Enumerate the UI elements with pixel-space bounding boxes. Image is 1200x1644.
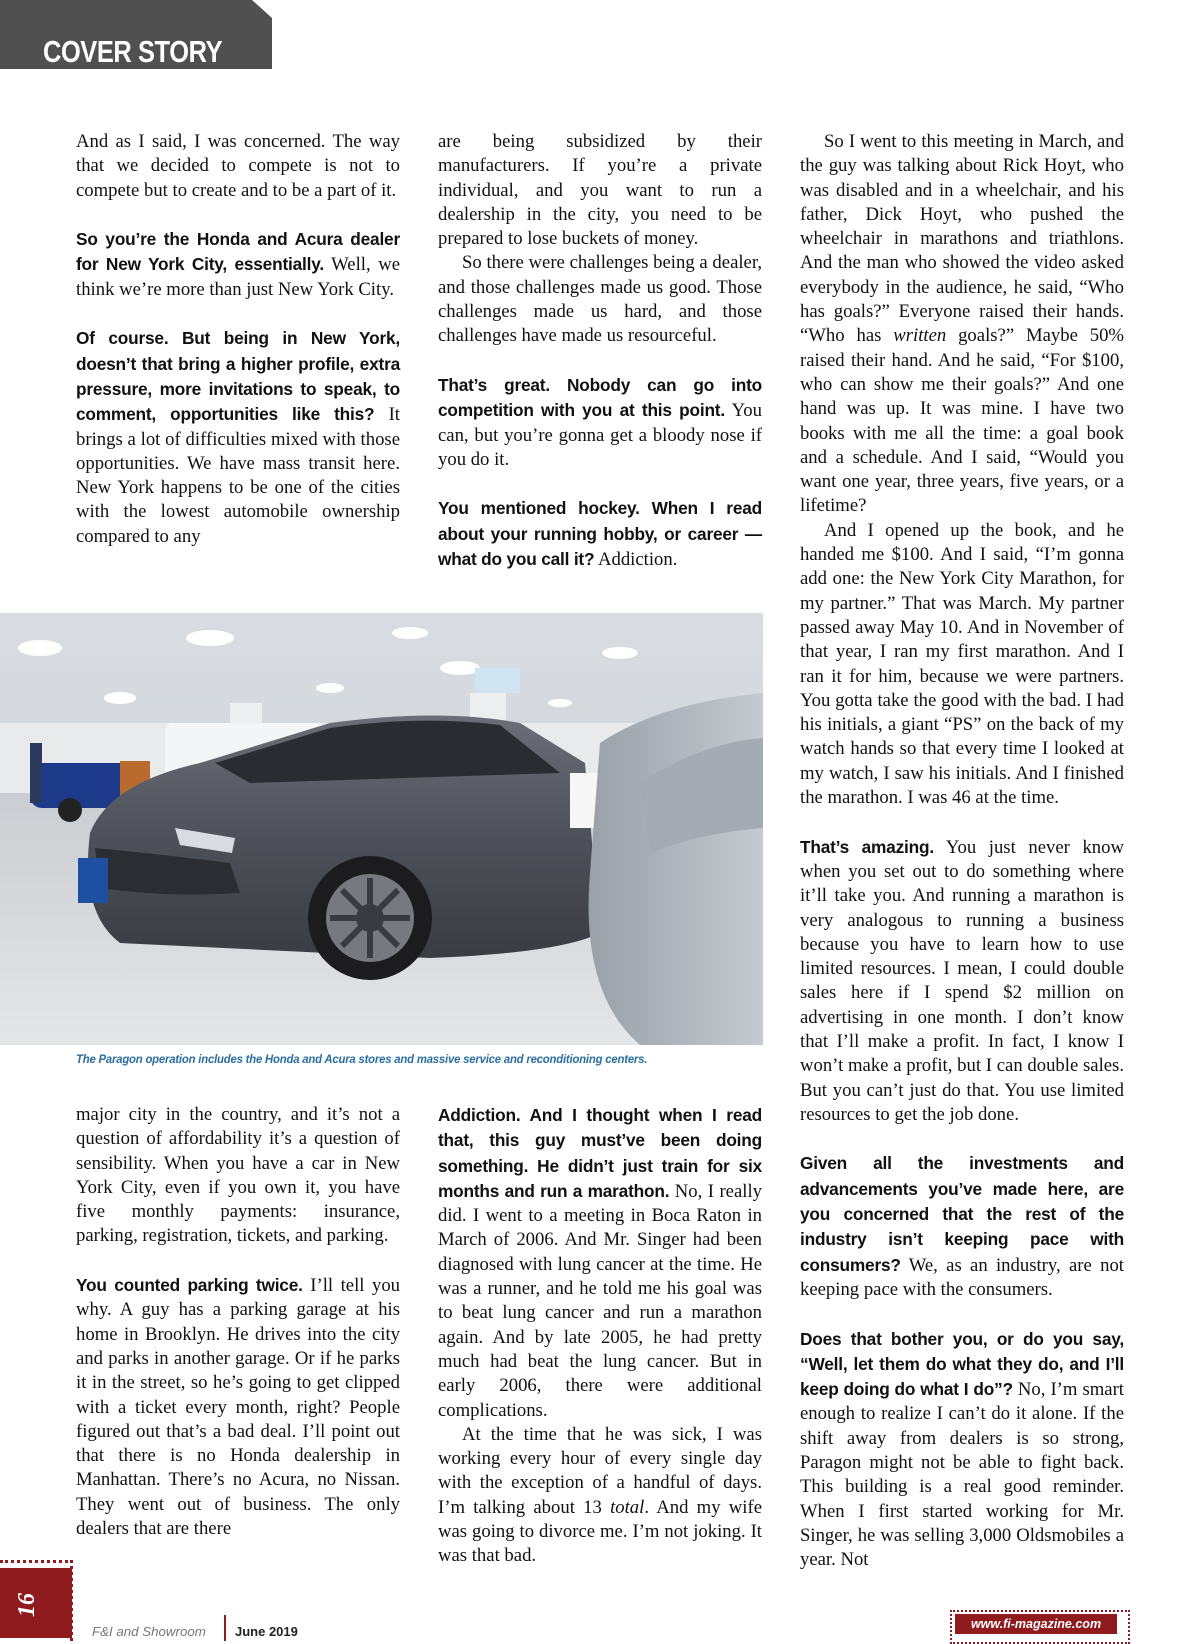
question: You counted parking twice. (76, 1275, 303, 1296)
paragraph: And as I said, I was concerned. The way that we decided to compete is not to compete but to create and to be a part of it. (76, 131, 400, 201)
question: You mentioned hockey. When I read about your running hobby, or career — what do you call it? (438, 498, 762, 570)
answer: We, as an industry, are not keeping pace with the consumers. (800, 1254, 1124, 1300)
answer: You just never know when you set out to do something where it’ll take you. And running a marathon is very analogous to running a business because you have to learn how to use limited resources. I mean, I could double sales here if I spend $2 million on advertising in one month. I don’t know that I’ll make a profit. In fact, I know I won’t make a profit, but I can double sales. But you can’t just do that. You use limited resources to get the job done. (800, 836, 1124, 1125)
answer: It brings a lot of difficulties mixed with those opportunities. We have mass transit here. New York happens to be one of the cities with the lowest automobile ownership compared to any (76, 404, 400, 547)
paragraph: major city in the country, and it’s not a question of affordability it’s a question of sensibility. When you have a car in New York City, even if you own it, you have five monthly payments: insurance, parking, registration, tickets, and parking. (76, 1104, 400, 1247)
page-number: 16 (14, 1593, 40, 1617)
text: At the time that he was sick, I was working every hour of every single day with the exception of a handful of days. I’m talking about 13 (438, 1423, 762, 1518)
question: Addiction. And I thought when I read that, this guy must’ve been doing something. He didn’t just train for six months and run a marathon. (438, 1105, 762, 1201)
qa-paragraph (76, 326, 400, 549)
emphasis: total (610, 1496, 645, 1518)
issue-date: June 2019 (235, 1624, 298, 1639)
answer: I’ll tell you why. A guy has a parking garage at his home in Brooklyn. He drives into the city and parks in another garage. Or if he parks it in the street, so he’s going to get clipped with a ticket every month, right? People figured out that’s a bad deal. I’ll point out that there is no Honda dealership in Manhattan. There’s no Acura, no Nissan. They went out of business. The only dealers that are there (76, 1275, 401, 1540)
paragraph (800, 130, 1124, 519)
question: Of course. But being in New York, doesn’t that bring a higher profile, extra pressure, more invitations to speak, to comment, opportunities like this? (76, 328, 400, 425)
showroom-photo (0, 613, 763, 1045)
car-illustration (0, 613, 763, 1045)
answer: Addiction. (594, 549, 678, 571)
question: That’s great. Nobody can go into competition with you at this point. (438, 374, 762, 421)
column-2-top (438, 130, 762, 572)
question: So you’re the Honda and Acura dealer for New York City, essentially. (76, 229, 400, 275)
question: Does that bother you, or do you say, “Well, let them do what they do, and I’ll keep doing do what I do”? (800, 1328, 1124, 1400)
emphasis: written (893, 325, 947, 347)
paragraph: So there were challenges being a dealer, and those challenges made us good. Those challenges made us hard, and those challenges have made us resourceful. (438, 252, 762, 347)
qa-paragraph (800, 1151, 1124, 1302)
question: That’s amazing. (800, 836, 934, 857)
qa-paragraph (76, 1273, 400, 1541)
qa-paragraph (76, 227, 400, 302)
paragraph: are being subsidized by their manufacturers. If you’re a private individual, and you want to run a dealership in the city, you need to be prepared to lose buckets of money. (438, 131, 762, 250)
qa-paragraph (800, 1327, 1124, 1573)
qa-paragraph (438, 496, 762, 572)
question: Given all the investments and advancements you’ve made here, are you concerned that the rest of the industry isn’t keeping pace with consumers? (800, 1153, 1124, 1275)
magazine-title: F&I and Showroom (92, 1624, 206, 1639)
text: goals?” Maybe 50% raised their hand. And he said, “For $100, who can show me their goals?” And one hand was up. It was mine. I have two books with me all the time: a goal book and a schedule. And I said, “Would you want one year, three years, five years, or a lifetime? (800, 325, 1124, 517)
footer-divider (224, 1615, 226, 1641)
paragraph (438, 1423, 762, 1569)
qa-paragraph (800, 835, 1124, 1128)
photo-caption: The Paragon operation includes the Honda and Acura stores and massive service and reconditioning centers. (76, 1052, 648, 1066)
answer: No, I really did. I went to a meeting in Boca Raton in March of 2006. And Mr. Singer had been diagnosed with lung cancer at the time. He was a runner, and he told me his goal was to beat lung cancer and run a marathon again. And by late 2005, he had pretty much had beat the lung cancer. But in early 2006, there were additional complications. (438, 1180, 762, 1421)
answer: Well, we think we’re more than just New York City. (76, 254, 400, 300)
column-3 (800, 130, 1124, 1573)
qa-paragraph (438, 373, 762, 472)
answer: No, I’m smart enough to realize I can’t do it alone. If the shift away from dealers is so strong, Paragon might not be able to fight back. This building is a real good reminder. When I first started working for Mr. Singer, he was selling 3,000 Oldsmobiles a year. Not (800, 1379, 1124, 1571)
website-link[interactable]: www.fi-magazine.com (955, 1614, 1117, 1634)
column-2-bottom (438, 1103, 762, 1569)
column-1-bottom (76, 1103, 400, 1541)
paragraph: And I opened up the book, and he handed me $100. And I said, “I’m gonna add one: the New York City Marathon, for my partner.” That was March. My partner passed away May 10. And in November of that year, I ran my first marathon. And I ran it for him, because we were partners. You gotta take the good with the bad. I had his initials, a giant “PS” on the back of my watch hands so that every time I looked at my watch, I saw his initials. And I finished the marathon. I was 46 at the time. (800, 519, 1124, 809)
section-label: COVER STORY (43, 34, 223, 69)
column-1-top (76, 130, 400, 549)
qa-paragraph (438, 1103, 762, 1423)
answer: You can, but you’re gonna get a bloody nose if you do it. (438, 400, 762, 470)
text: So I went to this meeting in March, and the guy was talking about Rick Hoyt, who was disabled and in a wheelchair, and his father, Dick Hoyt, who pushed the wheelchair in marathons and triathlons. And the man who showed the video asked everybody in the audience, he said, “Who has goals?” Everyone raised their hands. “Who has (800, 131, 1124, 347)
text: . And my wife was going to divorce me. I’m not joking. It was that bad. (438, 1496, 762, 1567)
